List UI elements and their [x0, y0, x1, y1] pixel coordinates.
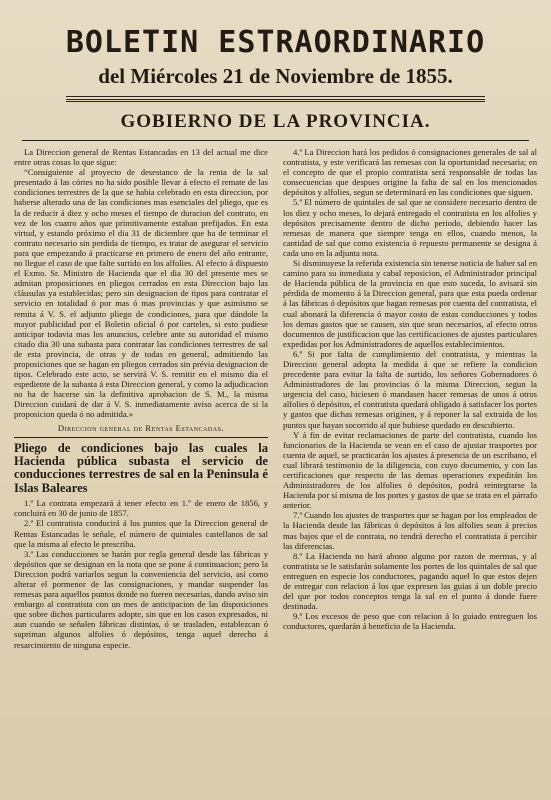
- condition-5: 5.ª El número de quintales de sal que se considere necesario dentro de los diez y ocho meses, lo dejará entregado el contratista en los alfolies y depósitos precisamente dentro de dicho periodo, debiendo hacer las remesas de manera que siempre tenga en ellos, cuando menos, la cantidad de sal que como existencia ó repuesto permanente se designa á cada uno en la adjunta nota.: [283, 197, 537, 258]
- left-column: [14, 147, 268, 650]
- condition-3: 3.ª Las conducciones se harán por regla general desde las fábricas y depósitos que se designan en la nota que se pone á continuacion; pero la Direccion podrá variarlos segun la conveniencia del servicio, así como alterar el pormenor de las consignaciones, y mandar suspender las remesas para aquellos puntos donde no fueren necesarias, dando aviso sin embargo al contratista con un mes de anticipacion de las disposiciones que sobre dichos particulares adopte, sin que en los casos expresados, ni aun cuando se señalen fábricas distintas, ó se trasladen, establezcan ó supriman algunos alfolies ó depósitos, tenga aquel derecho á resarcimiento de ninguna especie.: [14, 548, 268, 650]
- masthead: [14, 0, 537, 141]
- condition-4: 4.ª La Direccion hará los pedidos ó consignaciones generales de sal al contratista, y este verificará las remesas con la oportunidad necesaria; en el concepto de que el propio contratista será responsable de todas las consecuencias que despues origine la falta de sal en los mencionados depósitos y alfolies, segun se determinará en las condiciones que siguen.: [283, 147, 537, 198]
- signature: Direccion general de Rentas Estancadas.: [57, 422, 225, 433]
- condition-9: 9.ª Los excesos de peso que con relacion á lo guiado entreguen los conductores, quedarán á beneficio de la Hacienda.: [283, 611, 537, 632]
- condition-1: 1.ª La contrata empezará á tener efecto en 1.º de enero de 1856, y concluirá en 30 de junio de 1857.: [14, 498, 268, 519]
- paragraph-disminuyese: Si disminuyese la referida existencia sin tenerse noticia de haber sal en camino para su inmediata y cabal reposicion, el Administrador principal de Hacienda pública de la provincia en que esto suceda, lo avisará sin pérdida de momento á la Direccion general, para que esta pueda ordenar á las fábricas ó depósitos que hagan remesas por cuenta del contratista, el cual abonará la diferencia ó mayor costo de estas conducciones y todos los demas gastos que se causen, sin que sean necesarios, al efecto otros documentos de justificacion que las certificaciones de ajustes particulares expedidas por los Administradores de aquellos establecimientos.: [283, 258, 537, 349]
- section-rule: [22, 140, 529, 141]
- condition-7: 7.ª Cuando los ajustes de trasportes que se hagan por los empleados de la Hacienda desde las fábricas ó depósitos á los alfolies sean á precios mas bajos que el de contrata, no tendrá derecho el contratista á percibir las diferencias.: [283, 510, 537, 551]
- quoted-letter: “Consiguiente al proyecto de desestanco de la renta de la sal presentado á las córtes no ha sido posible llevar á efecto el remate de las condiciones terrestres de la que se habia celebrado en esta direccion, por haberse alterado una de las condiciones mas esenciales del pliego, que es la de reducir á diez y ocho meses el tiempo de duracion del contrato, en vez de los cuatro años que primitivamente estaban prefijados. En esta virtud, y estando próximo el dia 31 de diciembre que ha de terminar el contrato necesario sin perdida de tiempo, es tratar de asegurar el servicio para que empezando á practicarse en primero de enero del año entrante, no llegue el caso de que falte surtido en los alfolies. Al efecto á dispuesto el Exmo. Sr. Ministro de Hacienda que el dia 30 del presente mes se admitan proposiciones en pliegos cerrados en esta Direccion bajo las cláusulas ya establecidas; pero sin designacion de tipos para contratar el servicio en totalidad ó por mas ó mas provincias y que asimismo se remita á V. S. el adjunto pliego de condiciones, para que dándole la mayor publicidad por el Boletin oficial ó por carteles, si esto pudiese anticipar todavia mas los anuncios, celebre ante su autoridad el mismo citado dia 30 una subasta para contratar las condiciones terrestres de sal de esta provincia, de otras y de todas en general, admitiendo las proposiciones que se hagan en pliegos cerrados sin prévia designacion de tipos. Celebrado este acto, se servirá V. S. remitir en el mismo dia el espediente de la subasta á esta Direccion general, y como la adjudicacion no ha de hacerse sin la definitiva aprobacion de S. M., la misma Direccion cuidará de dar á V. S. inmediatamente aviso acerca de si la proposicion queda ó no admitida.»: [14, 167, 268, 420]
- date-line: del Miércoles 21 de Noviembre de 1855.: [98, 64, 453, 88]
- condition-2: 2.ª El contratista conducirá á los puntos que la Direccion general de Rentas Estancadas le señale, el número de quintales castellanos de sal que la misma al efecto le prescriba.: [14, 518, 268, 549]
- masthead-rule: [66, 96, 485, 97]
- intro-paragraph: La Direccion general de Rentas Estancadas en 13 del actual me dice entre otras cosas lo que sigue:: [14, 147, 268, 168]
- right-column: [283, 147, 537, 650]
- condition-8: 8.ª La Hacienda no hará abono alguno por razon de mermas, y al contratista se le satisfarán solamente los portes de los quintales de sal que entreguen en especie los conductores, pagando aquel lo que estos dejen de entregar con relacion á los que expresen las guias á un doble precio del que por todos conceptos tenga la sal en el punto á donde fuere destinada.: [283, 550, 537, 612]
- article-columns: [14, 147, 537, 650]
- bulletin-title: BOLETIN ESTRAORDINARIO: [65, 25, 486, 60]
- paragraph-fin: Y á fin de evitar reclamaciones de parte del contratista, cuando los funcionarios de la Hacienda se vean en el caso de ajustar trasportes por cuenta de aquel, se practicarán los ajustes á presencia de un escribano, el cual librará testimonio de la diligencia, con cuyo documento, y con las certificaciones que respecto de las demas operaciones expedirán los Administradores de los alfolies ó depósitos, podrá reintegrarse la Hacienda por sí misma de los portes y gastos de que se trata en el párrafo anterior.: [283, 429, 537, 511]
- masthead-double-rule: [66, 99, 485, 102]
- pliego-title: Pliego de condiciones bajo las cuales la Hacienda pública subasta el servicio de conducciones terrestres de sal en la Peninsula é Islas Baleares: [14, 437, 268, 496]
- condition-6: 6.ª Si por falta de cumplimiento del contratista, y mientras la Direccion general adopta la medida á que se refiere la condicion precedente para evitar la falta de surtido, los señores Gobernadores ó Administradores de las provincias ó la misma Direccion, segun la urgencia del caso, hiciesen ó mandasen hacer remesas de unos á otros alfolies ó depósitos, el contratista quedará obligado á satisfacer los portes y gastos que dichas remesas originen, y á reponer la sal extraida de los puntos que hayan socorrido al que hubiese quedado en descubierto.: [283, 348, 537, 430]
- section-title: GOBIERNO DE LA PROVINCIA.: [120, 111, 431, 132]
